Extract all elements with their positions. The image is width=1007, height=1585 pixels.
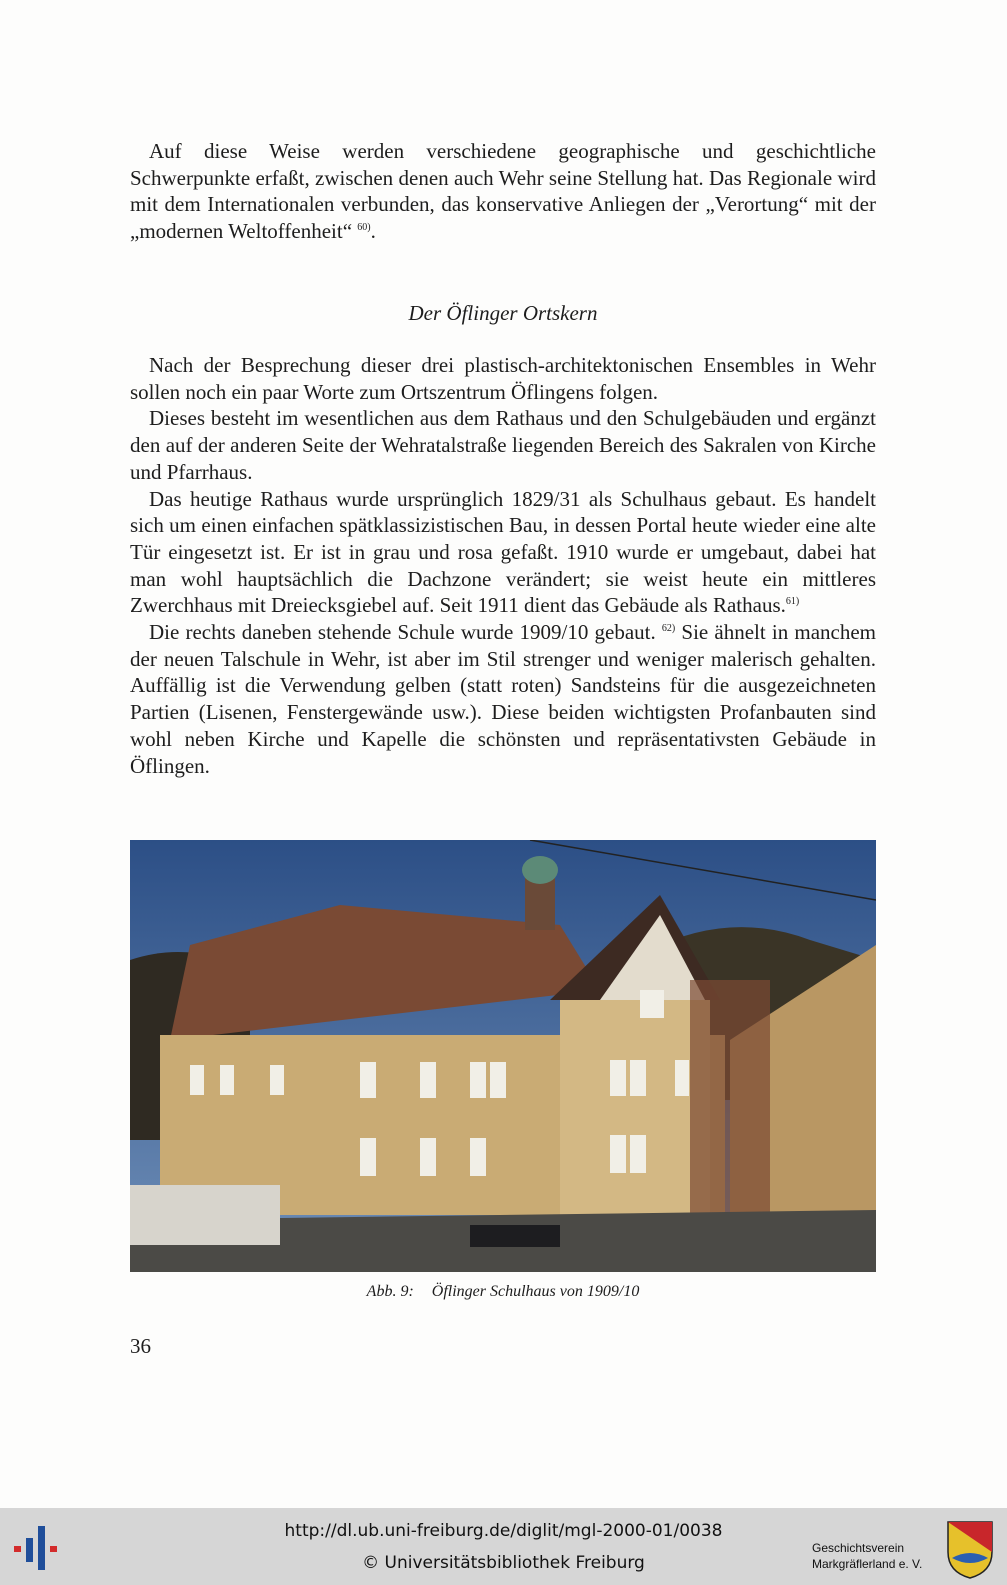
coat-of-arms-icon[interactable] — [944, 1518, 996, 1580]
paragraph-2: Nach der Besprechung dieser drei plastisch-architektonischen Ensembles in Wehr sollen noch ein paar Worte zum Ortszentrum Öflingens folgen. — [130, 353, 876, 404]
permalink-link[interactable]: http://dl.ub.uni-freiburg.de/diglit/mgl-2000-01/0038 — [284, 1521, 723, 1541]
section-heading: Der Öflinger Ortskern — [408, 301, 598, 325]
ub-freiburg-logo-icon[interactable] — [12, 1520, 64, 1574]
footnote-ref-62[interactable]: 62) — [661, 623, 676, 635]
page-text — [130, 138, 876, 245]
figure-caption-text: Öflinger Schulhaus von 1909/10 — [431, 1283, 640, 1300]
society-line-1: Geschichtsverein — [812, 1541, 905, 1555]
society-name — [812, 1540, 942, 1572]
figure-caption — [130, 1282, 876, 1302]
figure-label: Abb. 9: — [366, 1283, 414, 1300]
copyright-text: © Universitätsbibliothek Freiburg — [362, 1553, 645, 1573]
school-building-photo — [130, 840, 876, 1272]
society-line-2: Markgräflerland e. V. — [812, 1557, 923, 1571]
footer-bar — [0, 1508, 1007, 1585]
paragraph-4: Das heutige Rathaus wurde ursprünglich 1829/31 als Schulhaus gebaut. Es handelt sich um einen einfachen spätklassizistischen Bau, in dessen Portal heute wieder eine alte Tür eingesetzt ist. Er ist in grau und rosa gefaßt. 1910 wurde er umgebaut, dabei hat man wohl hauptsächlich die Dachzone verändert; sie weist heute ein mittleres Zwerchhaus mit Dreiecksgiebel auf. Seit 1911 dient das Gebäude als Rathaus.$^{61)}$ — [130, 486, 876, 618]
paragraph-3: Dieses besteht im wesentlichen aus dem Rathaus und den Schulgebäuden und ergänzt den auf der anderen Seite der Wehratalstraße liegenden Bereich des Sakralen von Kirche und Pfarrhaus. — [130, 406, 876, 484]
paragraph-5: Die rechts daneben stehende Schule wurde 1909/10 gebaut. $^{62)}$ Sie ähnelt in manchem der neuen Talschule in Wehr, ist aber im Stil strenger und weniger malerisch gehalten. Auffällig ist die Verwendung gelben (statt roten) Sandsteins für die ausgezeichneten Partien (Lisenen, Fenstergewände usw.). Diese beiden wichtigsten Profanbauten sind wohl neben Kirche und Kapelle die schönsten und repräsentativsten Gebäude in Öflingen. — [130, 620, 877, 778]
figure-school-building-photo — [130, 840, 876, 1272]
page-text-2 — [130, 352, 876, 779]
footnote-ref-60[interactable]: 60) — [357, 222, 371, 234]
paragraph-1: Auf diese Weise werden verschiedene geographische und geschichtliche Schwerpunkte erfaßt, zwischen denen auch Wehr seine Stellung hat. Das Regionale wird mit dem Internationalen verbunden, das konservative Anliegen der „Verortung“ mit der „modernen Weltoffenheit“ $^{60)}$. — [130, 139, 876, 244]
footnote-ref-61[interactable]: 61) — [785, 596, 800, 608]
page-number: 36 — [130, 1334, 151, 1358]
